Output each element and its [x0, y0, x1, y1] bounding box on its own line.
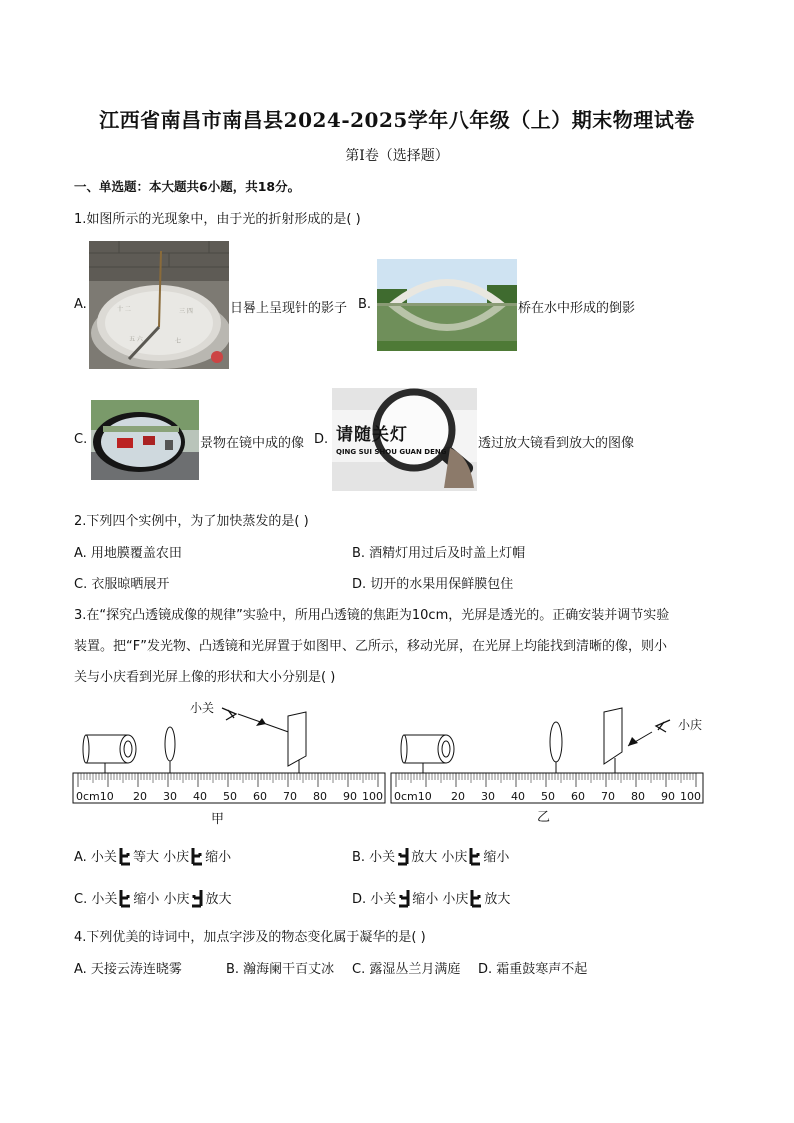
q1-option-c-label: C.: [74, 432, 88, 447]
question-1-stem: 1.如图所示的光现象中，由于光的折射形成的是( ): [74, 212, 361, 227]
q2-option-c: C. 衣服晾晒展开: [74, 577, 170, 592]
q2-option-b: B. 酒精灯用过后及时盖上灯帽: [352, 546, 526, 561]
fig-left-caption: 甲: [211, 812, 225, 827]
ruler-right-label-100: 100: [680, 790, 701, 803]
image-shape-icon: [190, 846, 204, 866]
q1-option-d-label: D.: [314, 432, 329, 447]
ruler-right-label-50: 50: [541, 790, 555, 803]
ruler-right-label-30: 30: [481, 790, 495, 803]
section-heading: 一、单选题：本大题共6小题，共18分。: [74, 179, 301, 194]
image-shape-icon: [469, 888, 483, 908]
car-mirror-image: [91, 400, 199, 480]
ruler-right-label-90: 90: [661, 790, 675, 803]
q2-option-d: D. 切开的水果用保鲜膜包住: [352, 577, 514, 592]
q4-option-c: C. 露湿丛兰月满庭: [352, 962, 461, 977]
q3-option-a-end: 缩小: [205, 850, 232, 865]
ruler-left-label-100: 100: [362, 790, 383, 803]
q4-option-d: D. 霜重鼓寒声不起: [478, 962, 588, 977]
image-shape-icon: [190, 888, 204, 908]
image-shape-icon: [468, 846, 482, 866]
q4-option-a: A. 天接云涛连晓雾: [74, 962, 182, 977]
magnifier-sign-text: 请随关灯: [336, 425, 408, 445]
page-title: 江西省南昌市南昌县2024-2025学年八年级（上）期末物理试卷: [99, 108, 695, 132]
q1-option-b-label: B.: [358, 297, 372, 312]
q3-option-c: [74, 888, 232, 908]
question-4-stem: 4.下列优美的诗词中，加点字涉及的物态变化属于凝华的是( ): [74, 930, 426, 945]
q3-option-d-end: 放大: [484, 892, 511, 907]
q1-option-b-text: 桥在水中形成的倒影: [518, 301, 636, 316]
ruler-right-label-80: 80: [631, 790, 645, 803]
q3-option-b-label: B. 小关: [352, 850, 396, 865]
q3-option-d-mid: 缩小 小庆: [412, 892, 469, 907]
ruler-left-label-40: 40: [193, 790, 207, 803]
page-subtitle: 第I卷（选择题）: [345, 148, 449, 164]
q1-option-a-label: A.: [74, 297, 87, 312]
bridge-reflection-image: [377, 259, 517, 351]
image-shape-icon: [118, 888, 132, 908]
fig-left-observer-label: 小关: [190, 701, 215, 715]
q4-option-b: B. 瀚海阑干百丈冰: [226, 962, 335, 977]
ruler-left-label-70: 70: [283, 790, 297, 803]
q3-option-c-mid: 缩小 小庆: [133, 892, 190, 907]
image-shape-icon: [396, 846, 410, 866]
ruler-right-label-60: 60: [571, 790, 585, 803]
q3-option-b-end: 缩小: [483, 850, 510, 865]
ruler-right-label-40: 40: [511, 790, 525, 803]
svg-text:三 四: 三 四: [179, 308, 193, 315]
question-3-line-3: 关与小庆看到光屏上像的形状和大小分别是( ): [74, 670, 336, 685]
q3-option-d: [352, 888, 510, 908]
ruler-right-label-20: 20: [451, 790, 465, 803]
q3-option-b: [352, 846, 509, 866]
ruler-right-label-70: 70: [601, 790, 615, 803]
fig-right-caption: 乙: [537, 810, 551, 825]
q1-option-a-text: 日晷上呈现针的影子: [230, 301, 348, 316]
image-shape-icon: [118, 846, 132, 866]
q3-option-a-label: A. 小关: [74, 850, 117, 865]
svg-text:五 六: 五 六: [129, 336, 143, 343]
ruler-left-label-30: 30: [163, 790, 177, 803]
q3-option-a-mid: 等大 小庆: [132, 850, 190, 865]
q3-option-c-end: 放大: [205, 892, 232, 907]
q2-option-a: A. 用地膜覆盖农田: [74, 546, 182, 561]
q3-option-b-mid: 放大 小庆: [411, 850, 468, 865]
ruler-left-label-20: 20: [133, 790, 147, 803]
image-shape-icon: [397, 888, 411, 908]
q3-option-c-label: C. 小关: [74, 892, 118, 907]
question-3-line-1: 3.在“探究凸透镜成像的规律”实验中，所用凸透镜的焦距为10cm，光屏是透光的。正确安装并调节实验: [74, 608, 670, 623]
ruler-left-label-80: 80: [313, 790, 327, 803]
ruler-left-label-90: 90: [343, 790, 357, 803]
q1-option-c-text: 景物在镜中成的像: [200, 436, 305, 451]
svg-text:七: 七: [175, 338, 182, 345]
question-3-line-2: 装置。把“F”发光物、凸透镜和光屏置于如图甲、乙所示，移动光屏，在光屏上均能找到清晰的像，则小: [74, 639, 667, 654]
question-2-stem: 2.下列四个实例中，为了加快蒸发的是( ): [74, 514, 309, 529]
ruler-left-label-60: 60: [253, 790, 267, 803]
q3-option-d-label: D. 小关: [352, 892, 397, 907]
ruler-right-label-0: 0cm10: [394, 790, 432, 803]
ruler-left-label-0: 0cm10: [76, 790, 114, 803]
magnifier-image: [332, 388, 477, 491]
q3-option-a: [74, 846, 231, 866]
svg-text:十 二: 十 二: [117, 306, 131, 313]
ruler-left-label-50: 50: [223, 790, 237, 803]
fig-right-observer-label: 小庆: [678, 718, 703, 732]
magnifier-sign-pinyin: QING SUI SHOU GUAN DENG: [336, 448, 447, 456]
sundial-image: [89, 241, 229, 369]
q1-option-d-text: 透过放大镜看到放大的图像: [478, 436, 635, 451]
